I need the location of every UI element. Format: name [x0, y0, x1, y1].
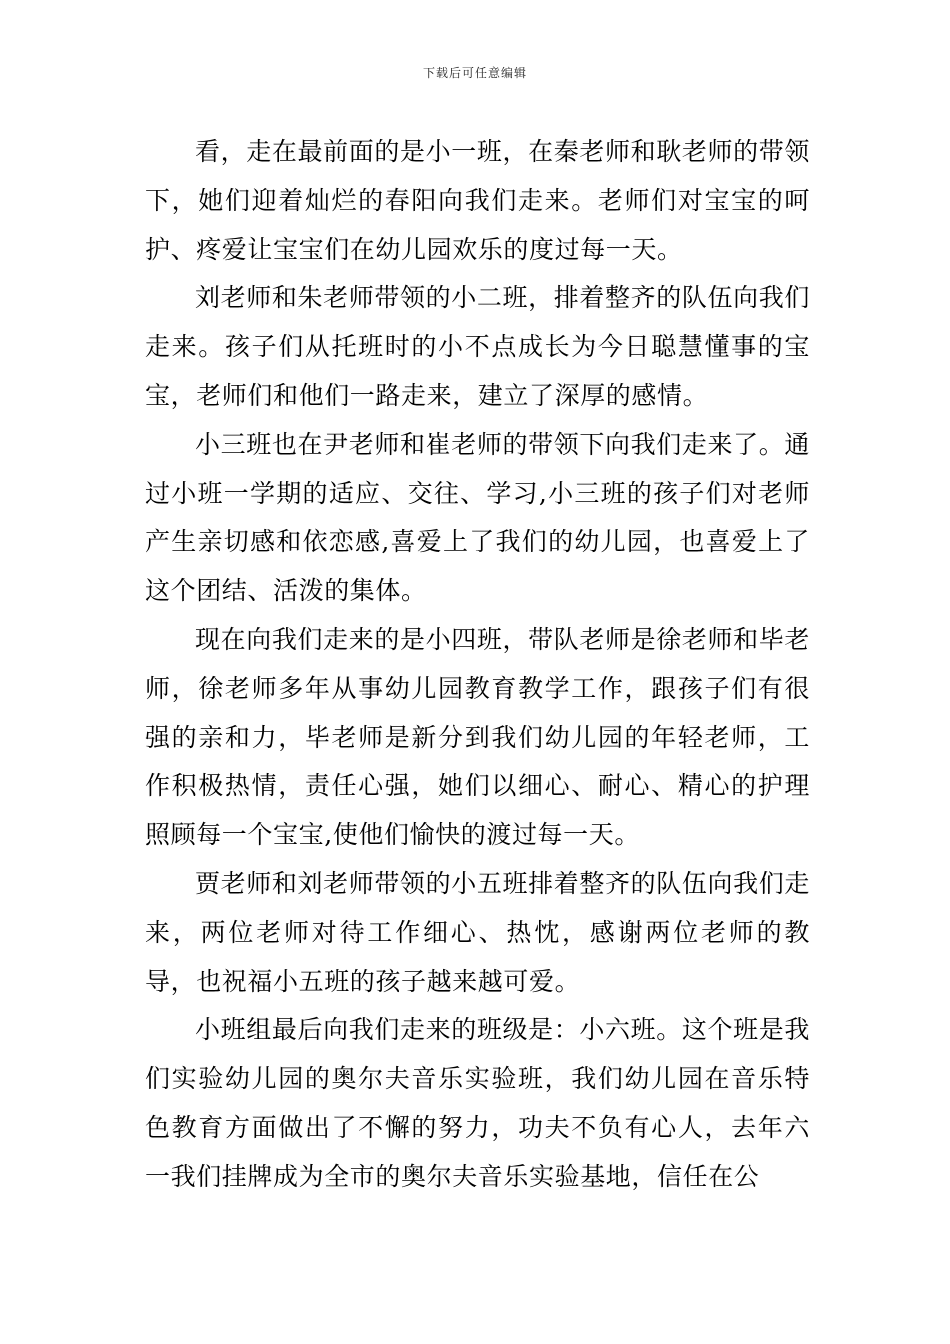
paragraph-class-4: 现在向我们走来的是小四班，带队老师是徐老师和毕老师，徐老师多年从事幼儿园教育教学工作，跟孩子们有很强的亲和力，毕老师是新分到我们幼儿园的年轻老师，工作积极热情，责任心强，她们以细心、耐心、精心的护理照顾每一个宝宝,使他们愉快的渡过每一天。 — [145, 624, 810, 850]
paragraph-class-6: 小班组最后向我们走来的班级是：小六班。这个班是我们实验幼儿园的奥尔夫音乐实验班，我们幼儿园在音乐特色教育方面做出了不懈的努力，功夫不负有心人，去年六一我们挂牌成为全市的奥尔夫音乐实验基地，信任在公 — [145, 1015, 810, 1191]
paragraph-class-5: 贾老师和刘老师带领的小五班排着整齐的队伍向我们走来，两位老师对待工作细心、热忱，感谢两位老师的教导，也祝福小五班的孩子越来越可爱。 — [145, 868, 810, 996]
document-body — [145, 128, 810, 1202]
page-header: 下载后可任意编辑 — [422, 66, 527, 80]
paragraph-class-3: 小三班也在尹老师和崔老师的带领下向我们走来了。通过小班一学期的适应、交往、学习,小三班的孩子们对老师产生亲切感和依恋感,喜爱上了我们的幼儿园，也喜爱上了这个团结、活泼的集体。 — [145, 429, 810, 606]
paragraph-class-2: 刘老师和朱老师带领的小二班，排着整齐的队伍向我们走来。孩子们从托班时的小不点成长为今日聪慧懂事的宝宝，老师们和他们一路走来，建立了深厚的感情。 — [145, 283, 810, 410]
paragraph-class-1: 看，走在最前面的是小一班，在秦老师和耿老师的带领下，她们迎着灿烂的春阳向我们走来。老师们对宝宝的呵护、疼爱让宝宝们在幼儿园欢乐的度过每一天。 — [145, 137, 810, 264]
